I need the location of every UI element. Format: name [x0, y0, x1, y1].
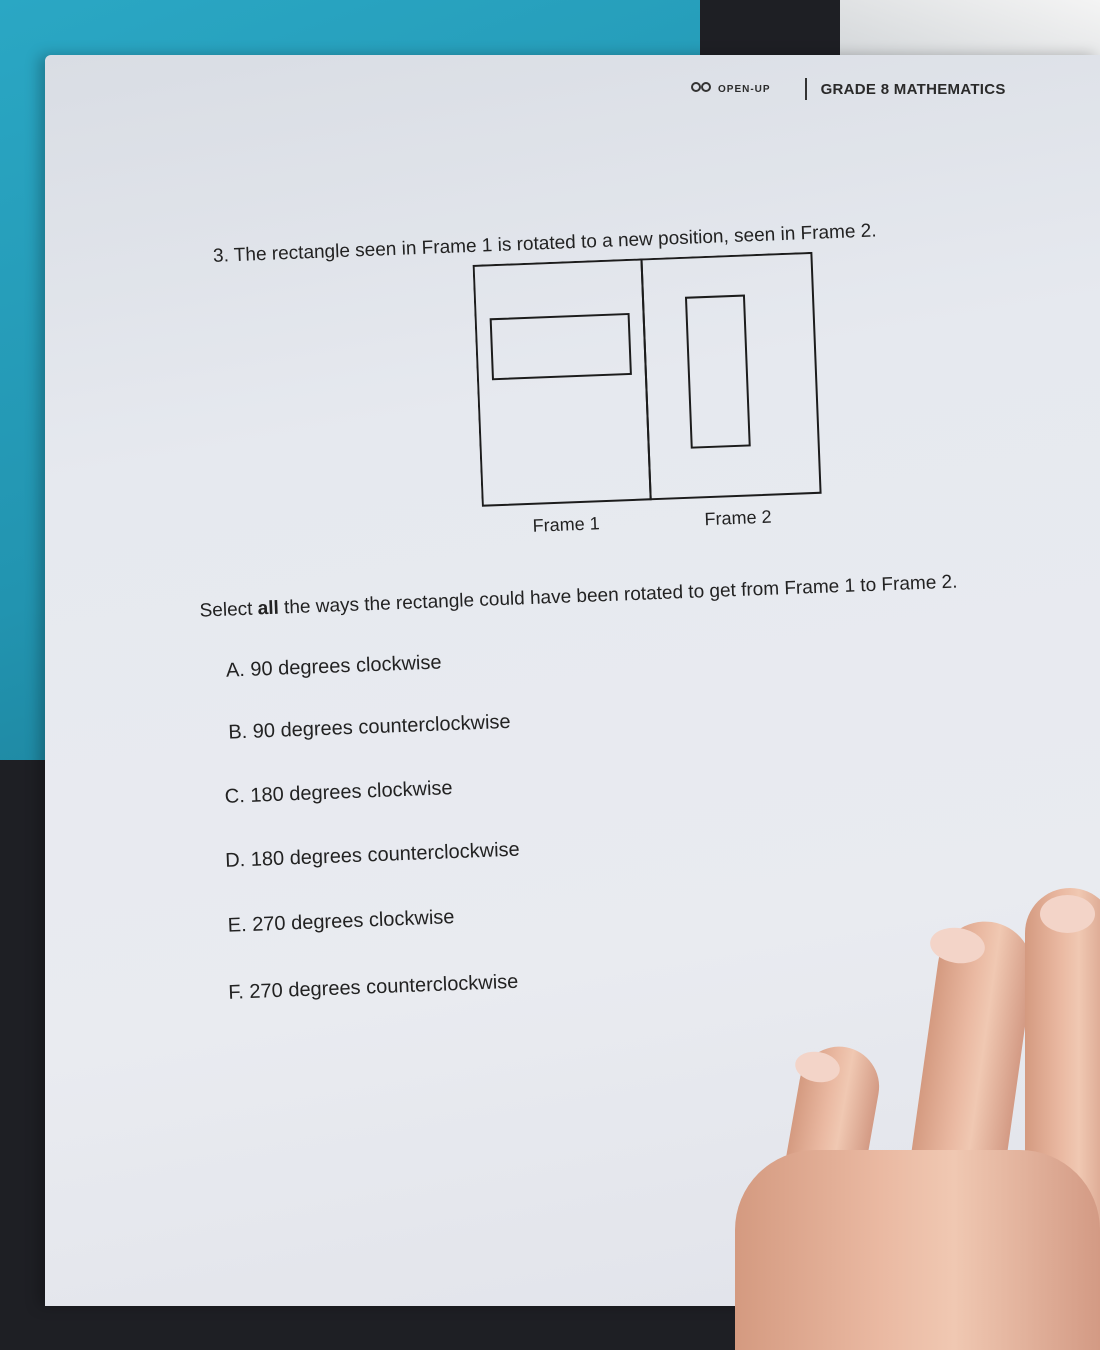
frame-1-box	[474, 259, 651, 505]
instruction-part: Select	[199, 598, 259, 622]
question-body: The rectangle seen in Frame 1 is rotated to a new position, seen in Frame 2.	[233, 220, 877, 267]
option-e[interactable]	[227, 906, 455, 938]
option-b[interactable]	[228, 711, 511, 745]
option-c[interactable]	[224, 777, 453, 809]
option-text: 180 degrees counterclockwise	[250, 838, 521, 871]
option-f[interactable]	[228, 971, 519, 1005]
question-number: 3.	[212, 245, 230, 267]
frame-1-rectangle	[491, 314, 631, 379]
option-text: 90 degrees counterclockwise	[252, 710, 511, 743]
option-text: 270 degrees clockwise	[251, 906, 455, 936]
option-text: 270 degrees counterclockwise	[249, 970, 519, 1004]
instruction-text	[199, 572, 958, 623]
option-d[interactable]	[225, 839, 520, 873]
option-letter: E.	[227, 914, 248, 937]
course-title: GRADE 8 MATHEMATICS	[820, 80, 1006, 98]
rotation-figure	[473, 251, 833, 536]
option-text: 90 degrees clockwise	[249, 651, 442, 681]
option-letter: D.	[224, 849, 246, 872]
fingernail	[1040, 895, 1095, 933]
frame-1-label: Frame 1	[532, 513, 600, 536]
frame-2-rectangle	[686, 296, 750, 448]
option-letter: C.	[224, 785, 246, 808]
instruction-emphasis: all	[257, 597, 280, 620]
option-text: 180 degrees clockwise	[249, 777, 453, 807]
option-letter: F.	[227, 981, 245, 1004]
palm	[735, 1150, 1100, 1350]
option-letter: A.	[225, 658, 246, 682]
frame-2-box	[641, 253, 820, 499]
option-letter: B.	[227, 720, 248, 744]
brand-name: OPEN-UP	[718, 83, 771, 95]
frame-2-label: Frame 2	[704, 506, 772, 530]
frames-diagram	[473, 251, 832, 514]
option-a[interactable]	[226, 651, 442, 682]
instruction-part: the ways the rectangle could have been rotated to get from Frame 1 to Frame 2.	[278, 571, 958, 619]
